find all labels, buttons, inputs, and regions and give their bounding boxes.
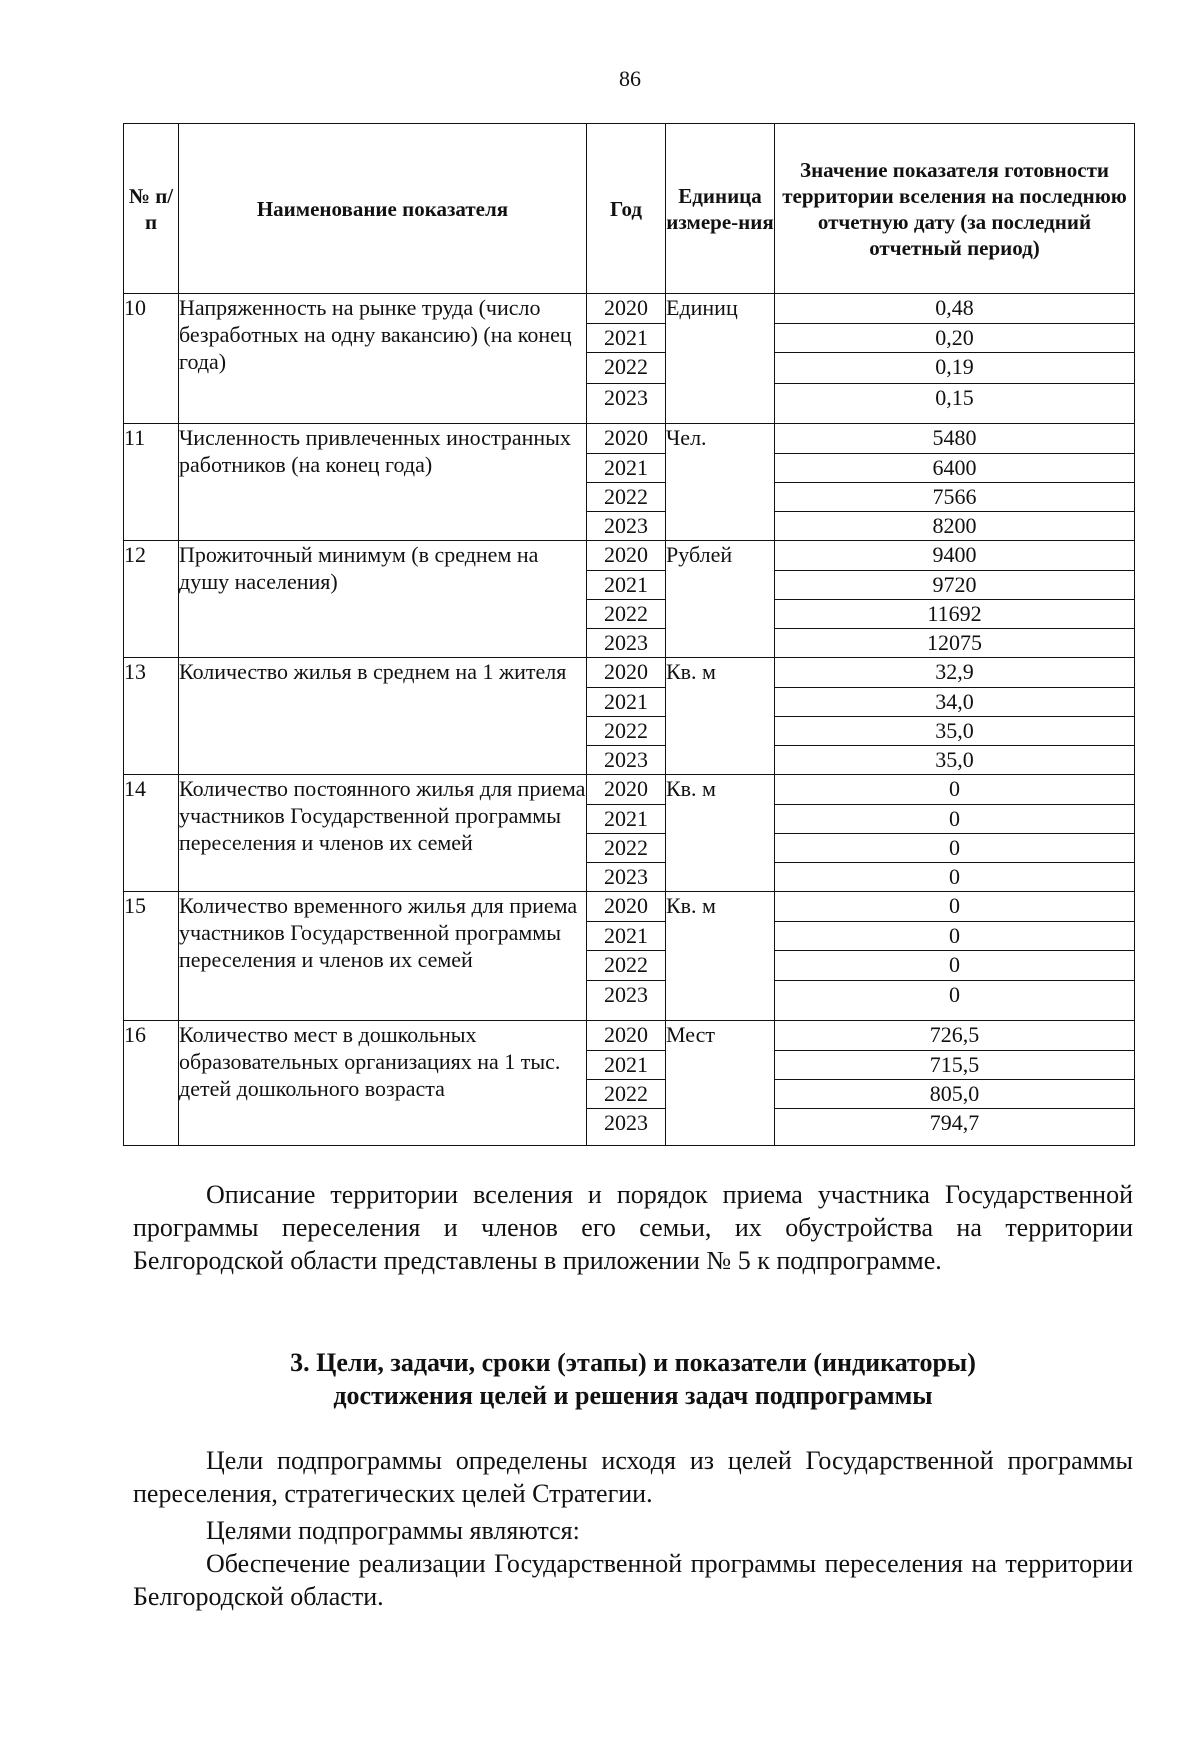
year-cell: 2022: [587, 600, 666, 629]
table-row: [124, 541, 1135, 571]
value-cell: 32,9: [775, 658, 1135, 688]
value-cell: 794,7: [775, 1109, 1135, 1146]
row-number: 15: [124, 892, 179, 1021]
section-title: [133, 1346, 1133, 1412]
unit-cell: Мест: [666, 1021, 775, 1146]
row-number: 13: [124, 658, 179, 775]
goal-item: Обеспечение реализации Государственной программы переселения на территории Белгородской области.: [133, 1549, 1133, 1611]
row-number: 14: [124, 775, 179, 892]
year-cell: 2020: [587, 658, 666, 688]
value-cell: 0: [775, 775, 1135, 805]
value-cell: 8200: [775, 512, 1135, 541]
row-number: 11: [124, 424, 179, 541]
year-cell: 2021: [587, 805, 666, 834]
year-cell: 2023: [587, 1109, 666, 1146]
year-cell: 2020: [587, 1021, 666, 1051]
value-cell: 7566: [775, 483, 1135, 512]
table-header-row: [124, 124, 1135, 294]
year-cell: 2023: [587, 384, 666, 424]
value-cell: 0: [775, 981, 1135, 1021]
value-cell: 805,0: [775, 1080, 1135, 1109]
table-row: [124, 424, 1135, 454]
year-cell: 2021: [587, 922, 666, 951]
description-paragraph: Описание территории вселения и порядок приема участника Государственной программы переселения и членов его семьи, их обустройства на территории Белгородской области представлены в приложении № 5 к подпрограмме.: [133, 1180, 1133, 1275]
indicators-table: [123, 123, 1135, 1146]
year-cell: 2020: [587, 424, 666, 454]
value-cell: 34,0: [775, 688, 1135, 717]
value-cell: 0,48: [775, 294, 1135, 324]
table-row: [124, 775, 1135, 805]
row-number: 16: [124, 1021, 179, 1146]
value-cell: 0,15: [775, 384, 1135, 424]
header-unit: Единица измере-ния: [666, 124, 775, 294]
header-num: № п/п: [124, 124, 179, 294]
value-cell: 35,0: [775, 746, 1135, 775]
value-cell: 35,0: [775, 717, 1135, 746]
year-cell: 2021: [587, 1051, 666, 1080]
year-cell: 2020: [587, 892, 666, 922]
row-number: 10: [124, 294, 179, 424]
goals-intro: Целями подпрограммы являются:: [206, 1516, 580, 1545]
year-cell: 2021: [587, 324, 666, 353]
value-cell: 0: [775, 805, 1135, 834]
table-row: [124, 1021, 1135, 1051]
header-name: Наименование показателя: [179, 124, 587, 294]
table-row: [124, 294, 1135, 324]
table-body: [124, 294, 1135, 1146]
year-cell: 2022: [587, 353, 666, 384]
table-row: [124, 892, 1135, 922]
year-cell: 2022: [587, 483, 666, 512]
indicator-name: Количество временного жилья для приема участников Государственной программы переселения и членов их семей: [179, 892, 587, 1021]
page-number: 86: [619, 66, 641, 91]
value-cell: 0,20: [775, 324, 1135, 353]
year-cell: 2021: [587, 688, 666, 717]
indicator-name: Количество мест в дошкольных образовательных организациях на 1 тыс. детей дошкольного возраста: [179, 1021, 587, 1146]
year-cell: 2023: [587, 629, 666, 658]
unit-cell: Кв. м: [666, 775, 775, 892]
unit-cell: Чел.: [666, 424, 775, 541]
indicator-name: Прожиточный минимум (в среднем на душу населения): [179, 541, 587, 658]
unit-cell: Кв. м: [666, 892, 775, 1021]
year-cell: 2021: [587, 454, 666, 483]
indicator-name: Количество жилья в среднем на 1 жителя: [179, 658, 587, 775]
value-cell: 0,19: [775, 353, 1135, 384]
value-cell: 0: [775, 834, 1135, 863]
unit-cell: Рублей: [666, 541, 775, 658]
section-title-line-1: 3. Цели, задачи, сроки (этапы) и показатели (индикаторы): [290, 1348, 976, 1377]
year-cell: 2020: [587, 541, 666, 571]
year-cell: 2022: [587, 951, 666, 981]
header-value: Значение показателя готовности территории вселения на последнюю отчетную дату (за последний отчетный период): [775, 124, 1135, 294]
year-cell: 2023: [587, 863, 666, 892]
value-cell: 0: [775, 892, 1135, 922]
year-cell: 2023: [587, 512, 666, 541]
year-cell: 2020: [587, 775, 666, 805]
row-number: 12: [124, 541, 179, 658]
value-cell: 715,5: [775, 1051, 1135, 1080]
unit-cell: Единиц: [666, 294, 775, 424]
unit-cell: Кв. м: [666, 658, 775, 775]
value-cell: 0: [775, 951, 1135, 981]
section-title-line-2: достижения целей и решения задач подпрограммы: [333, 1381, 933, 1410]
value-cell: 12075: [775, 629, 1135, 658]
year-cell: 2022: [587, 834, 666, 863]
table-row: [124, 658, 1135, 688]
value-cell: 0: [775, 922, 1135, 951]
year-cell: 2020: [587, 294, 666, 324]
year-cell: 2023: [587, 981, 666, 1021]
header-year: Год: [587, 124, 666, 294]
year-cell: 2023: [587, 746, 666, 775]
value-cell: 11692: [775, 600, 1135, 629]
indicator-name: Напряженность на рынке труда (число безработных на одну вакансию) (на конец года): [179, 294, 587, 424]
goals-paragraph: Цели подпрограммы определены исходя из целей Государственной программы переселения, стратегических целей Стратегии.: [133, 1446, 1133, 1508]
value-cell: 6400: [775, 454, 1135, 483]
year-cell: 2022: [587, 1080, 666, 1109]
indicator-name: Численность привлеченных иностранных работников (на конец года): [179, 424, 587, 541]
value-cell: 9400: [775, 541, 1135, 571]
year-cell: 2021: [587, 571, 666, 600]
value-cell: 726,5: [775, 1021, 1135, 1051]
year-cell: 2022: [587, 717, 666, 746]
value-cell: 5480: [775, 424, 1135, 454]
indicator-name: Количество постоянного жилья для приема участников Государственной программы переселения и членов их семей: [179, 775, 587, 892]
value-cell: 0: [775, 863, 1135, 892]
value-cell: 9720: [775, 571, 1135, 600]
